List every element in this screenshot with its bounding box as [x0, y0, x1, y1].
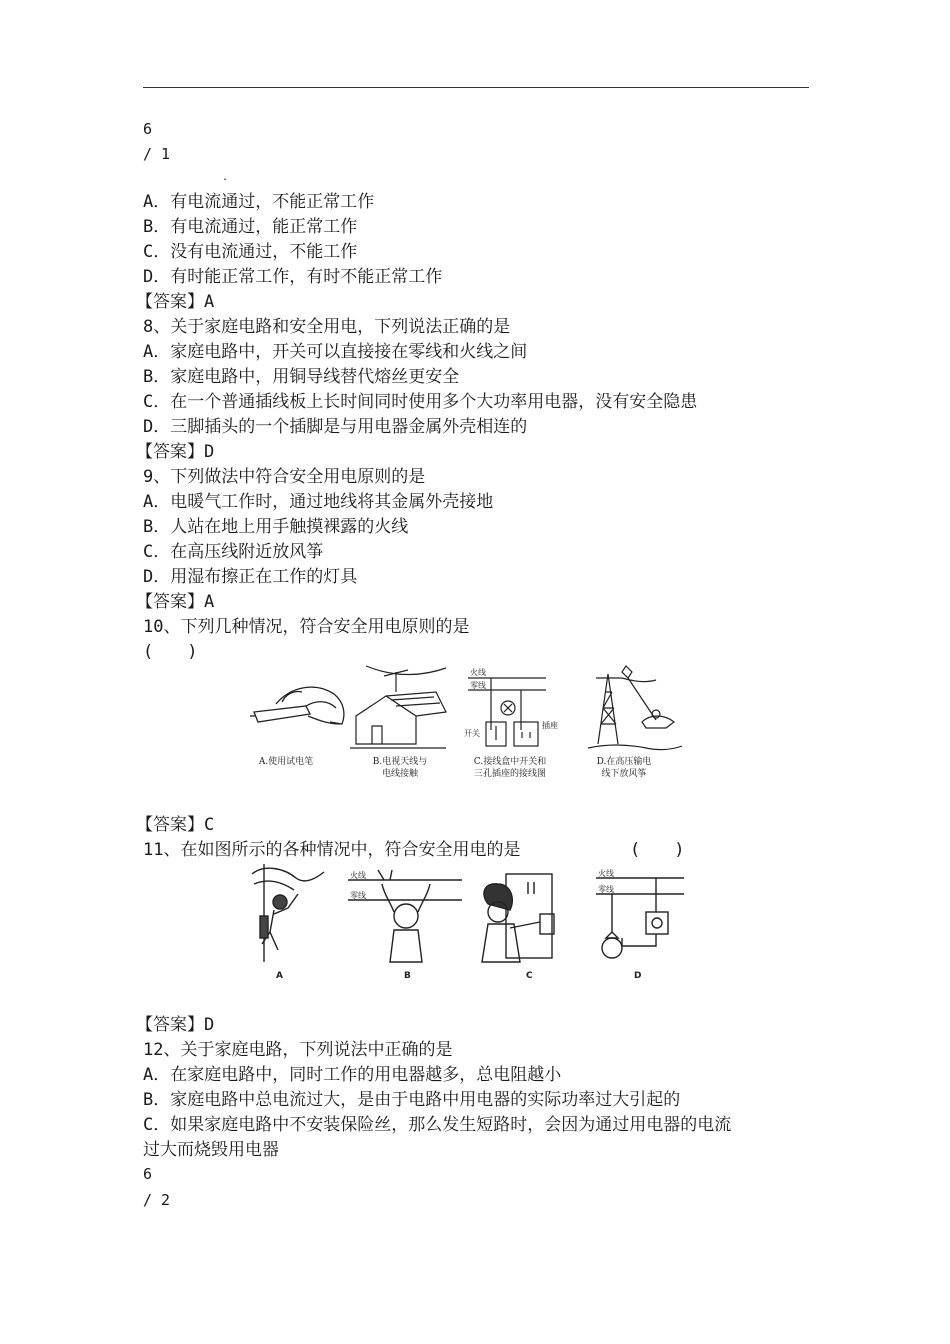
q11-label-neutral-b: 零线	[350, 891, 366, 900]
q10-fig-b-house-antenna	[350, 666, 446, 748]
q12-option-a: A．在家庭电路中，同时工作的用电器越多，总电阻越小	[143, 1065, 562, 1085]
q11-caption-b: B	[404, 971, 411, 981]
q11-fig-b-wire-hanging	[348, 870, 462, 962]
q8-stem: 8、关于家庭电路和安全用电，下列说法正确的是	[143, 317, 511, 337]
page-number-bottom: 6	[143, 1165, 153, 1183]
header-rule	[143, 87, 809, 88]
q11-paren: ( )	[630, 840, 685, 860]
q11-figure	[244, 864, 688, 984]
q12-stem: 12、关于家庭电路，下列说法中正确的是	[143, 1040, 453, 1060]
q10-paren: ( )	[143, 642, 198, 662]
q8-option-c: C．在一个普通插线板上长时间同时使用多个大功率用电器，没有安全隐患	[143, 392, 698, 412]
q10-caption-c2: 三孔插座的接线图	[473, 769, 547, 779]
q10-label-switch: 开关	[464, 729, 480, 738]
q8-option-b: B．家庭电路中，用铜导线替代熔丝更安全	[143, 367, 460, 387]
q9-option-c: C．在高压线附近放风筝	[143, 542, 324, 562]
q10-caption-d1: D.在高压输电	[596, 757, 652, 767]
q10-label-neutral: 零线	[470, 681, 486, 690]
q7-option-d: D．有时能正常工作，有时不能正常工作	[143, 267, 443, 287]
q10-caption-d2: 线下放风筝	[601, 769, 647, 779]
q11-label-live-d: 火线	[598, 869, 614, 878]
q12-option-c-cont: 过大而烧毁用电器	[143, 1140, 279, 1160]
q7-answer: 【答案】A	[136, 292, 215, 312]
q11-label-live-b: 火线	[350, 871, 366, 880]
q10-caption-a: A.使用试电笔	[258, 757, 314, 767]
q10-stem: 10、下列几种情况，符合安全用电原则的是	[143, 617, 470, 637]
q9-stem: 9、下列做法中符合安全用电原则的是	[143, 467, 426, 487]
q10-label-live: 火线	[470, 668, 486, 677]
q10-caption-b2: 电线接触	[381, 769, 419, 779]
q10-fig-a-hand-pen	[250, 687, 344, 724]
q9-option-a: A．电暖气工作时，通过地线将其金属外壳接地	[143, 492, 494, 512]
q11-caption-d: D	[634, 971, 642, 981]
q7-option-c: C．没有电流通过，不能工作	[143, 242, 358, 262]
q7-option-a: A．有电流通过，不能正常工作	[143, 192, 375, 212]
page-index: / 1	[143, 145, 171, 163]
q10-figure	[246, 664, 696, 788]
q10-caption-b1: B.电视天线与	[372, 757, 428, 767]
q11-answer: 【答案】D	[136, 1015, 215, 1035]
q8-option-a: A．家庭电路中，开关可以直接接在零线和火线之间	[143, 342, 528, 362]
page-index-bottom: / 2	[143, 1191, 171, 1209]
q12-option-c: C．如果家庭电路中不安装保险丝，那么发生短路时，会因为通过用电器的电流	[143, 1115, 732, 1135]
q8-answer: 【答案】D	[136, 442, 215, 462]
q8-option-d: D．三脚插头的一个插脚是与用电器金属外壳相连的	[143, 417, 528, 437]
q10-fig-d-tower-kite	[588, 666, 682, 750]
page-number: 6	[143, 120, 153, 138]
q9-option-b: B．人站在地上用手触摸裸露的火线	[143, 517, 409, 537]
q9-answer: 【答案】A	[136, 592, 215, 612]
q7-option-b: B．有电流通过，能正常工作	[143, 217, 358, 237]
q11-fig-c-socket-child	[482, 874, 554, 962]
q10-answer: 【答案】C	[136, 815, 215, 835]
q10-label-socket: 插座	[542, 721, 558, 730]
q12-option-b: B．家庭电路中总电流过大，是由于电路中用电器的实际功率过大引起的	[143, 1090, 681, 1110]
q10-caption-c1: C.接线盒中开关和	[473, 757, 547, 767]
dot-mark: .	[222, 172, 229, 183]
q11-stem: 11、在如图所示的各种情况中，符合安全用电的是	[143, 840, 521, 860]
q11-label-neutral-d: 零线	[598, 885, 614, 894]
q11-caption-c: C	[526, 971, 533, 981]
q11-caption-a: A	[276, 971, 283, 981]
q11-fig-a-climbing	[252, 864, 324, 962]
q9-option-d: D．用湿布擦正在工作的灯具	[143, 567, 358, 587]
